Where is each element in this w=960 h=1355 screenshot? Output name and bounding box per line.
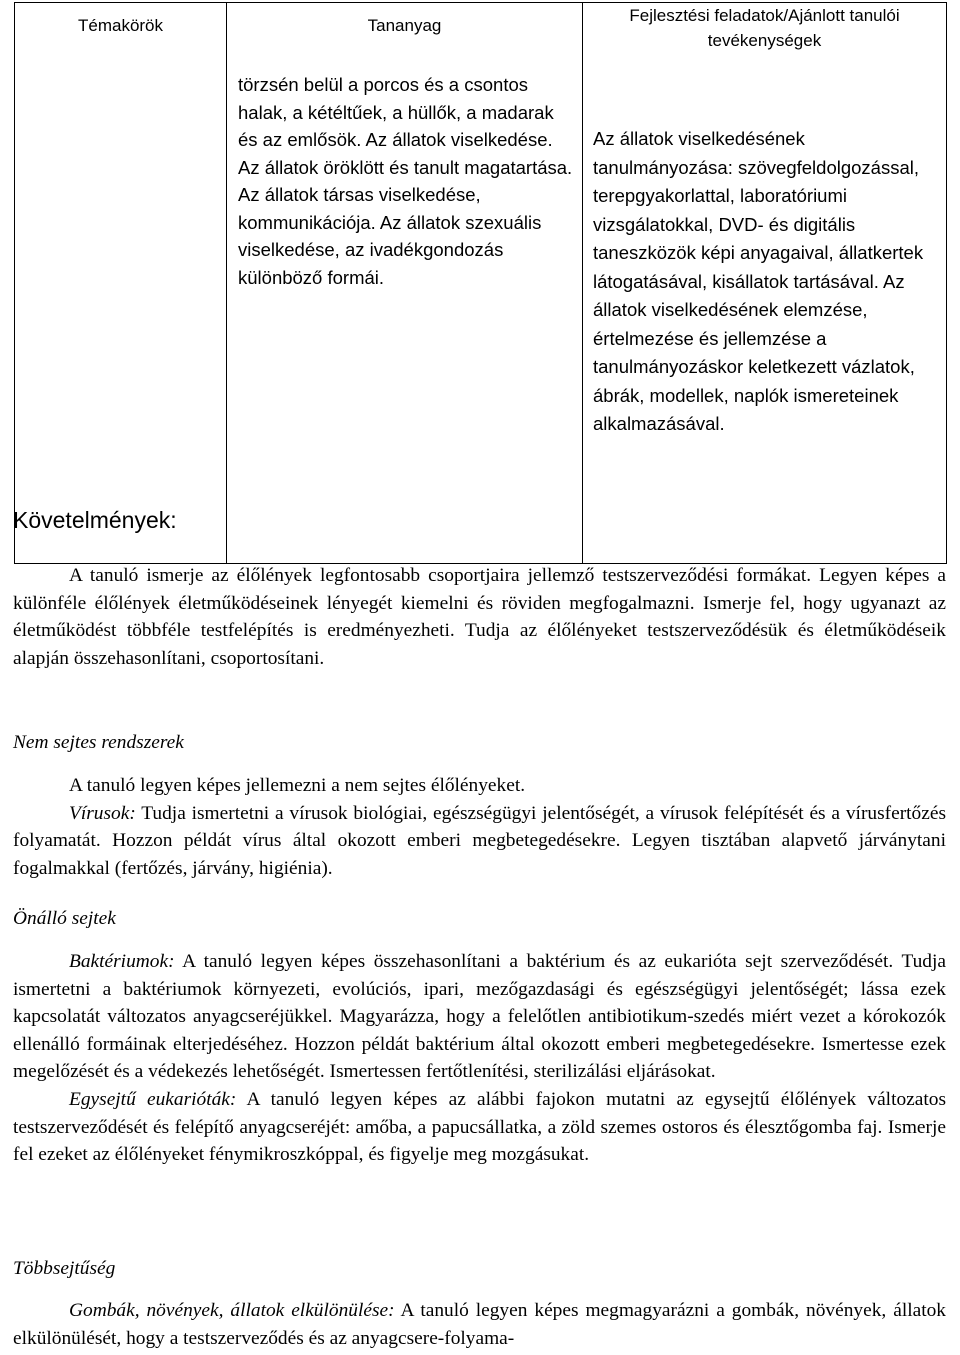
paragraph bbox=[13, 948, 946, 1086]
paragraph bbox=[13, 1086, 946, 1169]
section-body-onallo-sejtek bbox=[13, 948, 946, 1169]
table-header-row bbox=[15, 3, 947, 54]
paragraph-label: Baktériumok: bbox=[69, 951, 175, 972]
paragraph-text: A tanuló legyen képes az alábbi fajokon mutatni az egysejtű élőlények változatos testszerveződését és felépítő anyagcseréjét: amőba, a papucsállatka, a zöld szemes ostoros és élesztőgomba faj. Ismerje fel ezeket az élőlényeket fénymikroszkóppal, és figyelje meg mozgásukat. bbox=[13, 1088, 946, 1166]
paragraph-label: Egysejtű eukarióták: bbox=[69, 1088, 237, 1110]
section-title-nem-sejtes: Nem sejtes rendszerek bbox=[13, 732, 184, 753]
table-row bbox=[15, 53, 947, 564]
header-tananyag: Tananyag bbox=[227, 3, 583, 54]
requirements-heading: Követelmények: bbox=[13, 507, 177, 533]
cell-temakorok bbox=[15, 53, 227, 564]
curriculum-table bbox=[14, 2, 947, 564]
section-body-nem-sejtes bbox=[13, 772, 946, 882]
paragraph bbox=[13, 772, 946, 800]
paragraph-text: A tanuló legyen képes jellemezni a nem sejtes élőlényeket. bbox=[69, 775, 526, 796]
header-fejlesztesi-feladatok: Fejlesztési feladatok/Ajánlott tanulói tevékenységek bbox=[583, 3, 947, 54]
paragraph: A tanuló ismerje az élőlények legfontosabb csoportjaira jellemző testszerveződési formákat. Legyen képes a különféle élőlények életműködéseinek lényegét kiemelni és röviden megfogalmazni. Ismerje fel, hogy ugyanazt az életműködést többféle testfelépítés is eredményezheti. Tudja az élőlényeket testszerveződésük és életműködéseik alapján összehasonlítani, csoportosítani. bbox=[13, 565, 946, 669]
section-body-tobbsejtuseg bbox=[13, 1297, 946, 1352]
header-temakorok: Témakörök bbox=[15, 3, 227, 54]
paragraph-label: Vírusok: bbox=[69, 802, 136, 824]
cell-tananyag: törzsén belül a porcos és a csontos halak, a kétéltűek, a hüllők, a madarak és az emlősök. Az állatok viselkedése. Az állatok öröklött és tanult magatartása. Az állatok társas viselkedése, kommunikációja. Az állatok szexuális viselkedése, az ivadékgondozás különböző formái. bbox=[227, 53, 583, 564]
paragraph-text: A tanuló legyen képes összehasonlítani a baktérium és az eukarióta sejt szerveződését. Tudja ismertetni a baktériumok környezeti, evolúciós, ipari, mezőgazdasági és egészségügyi jelentőségét; lássa ezek kapcsolatát változatos anyagcseréjükkel. Magyarázza, hogy a felelőtlen antibiotikum-szedés miért vezet a kórokozók ellenálló formáinak elterjedéséhez. Hozzon példát baktérium által okozott emberi megbetegedésekre. Ismertesse ezek megelőzését és a védekezés lehetőségét. Ismertessen fertőtlenítési, sterilizálási eljárásokat. bbox=[13, 951, 946, 1083]
paragraph bbox=[13, 800, 946, 883]
paragraph-label: Gombák, növények, állatok elkülönülése: bbox=[69, 1300, 395, 1321]
paragraph bbox=[13, 1297, 946, 1352]
paragraph-text: Tudja ismertetni a vírusok biológiai, egészségügyi jelentőségét, a vírusok felépítését és a vírusfertőzés folyamatát. Hozzon példát vírus által okozott emberi megbetegedésekre. Legyen tisztában alapvető járványtani fogalmakkal (fertőzés, járvány, higiénia). bbox=[13, 802, 946, 879]
paragraph-text: A tanuló legyen képes megmagyarázni a gombák, növények, állatok elkülönülését, hogy a testszerveződés és az anyagcsere-folyama- bbox=[13, 1300, 946, 1349]
requirements-intro bbox=[13, 562, 946, 672]
section-title-tobbsejtuseg: Többsejtűség bbox=[13, 1258, 116, 1279]
section-title-onallo-sejtek: Önálló sejtek bbox=[13, 908, 116, 929]
cell-fejlesztesi-feladatok: Az állatok viselkedésének tanulmányozása: szövegfeldolgozással, terepgyakorlattal, laboratóriumi vizsgálatokkal, DVD- és digitális taneszközök képi anyagaival, állatkertek látogatásával, kisállatok tartásával. Az állatok viselkedésének elemzése, értelmezése és jellemzése a tanulmányozáskor keletkezett vázlatok, ábrák, modellek, naplók ismereteinek alkalmazásával. bbox=[583, 53, 947, 564]
